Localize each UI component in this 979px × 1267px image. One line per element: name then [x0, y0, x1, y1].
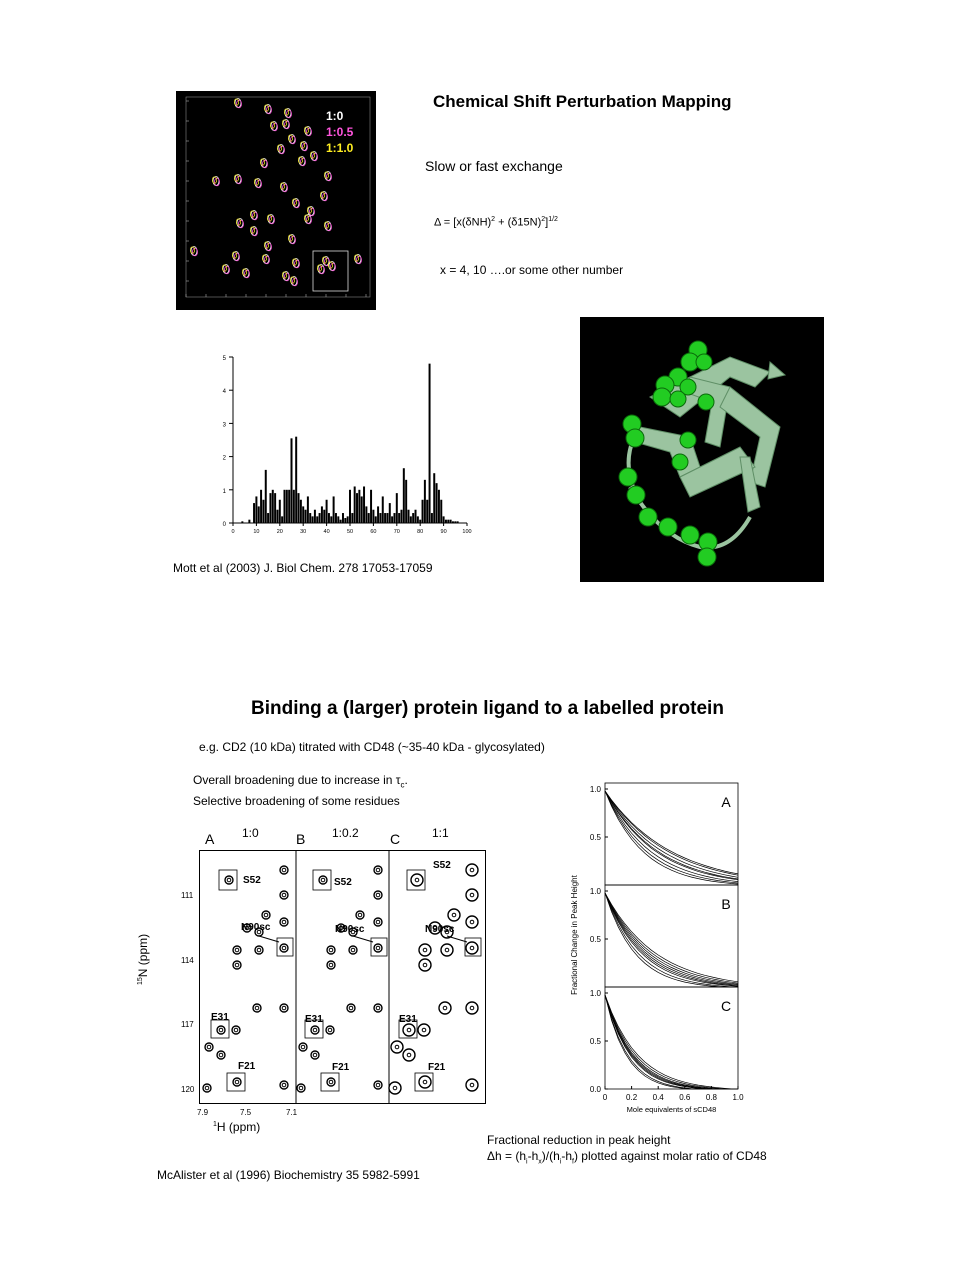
bar [347, 516, 349, 523]
bar [370, 490, 372, 523]
formula-sup: 1/2 [548, 216, 558, 223]
formula-part: + (δ15N) [495, 216, 542, 229]
x-tick-label: 40 [323, 529, 330, 535]
dh-part: -h [561, 1149, 573, 1163]
bar [415, 510, 417, 523]
peak-height-chart [565, 775, 760, 1120]
y-tick-label: 0 [222, 522, 226, 528]
x-tick-label: 0 [231, 529, 235, 535]
slide2-title: Binding a (larger) protein ligand to a labelled protein [251, 698, 724, 719]
x-tick-label: 50 [346, 529, 354, 535]
label-s52-a: S52 [243, 875, 261, 886]
bar [391, 516, 393, 523]
x-tick-label: 0.8 [705, 1093, 717, 1102]
line-chart-xlabel: Mole equivalents of sCD48 [626, 1105, 717, 1114]
label-f21-c: F21 [428, 1062, 446, 1073]
bar [319, 513, 321, 523]
x-tick-label: 0.2 [626, 1093, 638, 1102]
bar [438, 490, 440, 523]
formula-sup: 2 [491, 216, 496, 223]
bar [396, 493, 398, 523]
dh-sub: i [526, 1158, 528, 1166]
bar [450, 520, 452, 523]
decay-curve [605, 995, 738, 1089]
bar [298, 493, 300, 523]
broadening-part: . [404, 773, 408, 787]
bar [361, 496, 363, 523]
panel-y-tick-label: 0.5 [589, 1037, 601, 1046]
decay-curve [605, 995, 738, 1089]
bar [422, 500, 424, 523]
bar [426, 500, 428, 523]
bar [293, 490, 295, 523]
bar [368, 513, 370, 523]
bar [281, 516, 283, 523]
y-tick: 111 [181, 891, 194, 900]
label-n90sc-a: N90sc [241, 922, 271, 933]
bar [305, 510, 307, 523]
bar [356, 493, 358, 523]
bar [267, 513, 269, 523]
bar [358, 490, 360, 523]
bar [419, 520, 421, 523]
x-tick-label: 30 [300, 529, 307, 535]
bar [328, 513, 330, 523]
bar [384, 513, 386, 523]
bar [412, 513, 414, 523]
label-n90sc-c: N90sc [425, 924, 455, 935]
bar [253, 503, 255, 523]
formula-part: Δ = [x(δNH) [434, 216, 492, 229]
formula-part: ] [545, 216, 549, 229]
bar [295, 437, 297, 523]
decay-curve [605, 893, 738, 982]
bar [248, 520, 250, 523]
bar [410, 516, 412, 523]
x-axis-sup: 1 [213, 1121, 217, 1128]
bar [276, 510, 278, 523]
panel-letter-b: B [296, 831, 306, 847]
legend-item-1-1-0: 1:1.0 [326, 141, 354, 155]
fraction-caption: Fractional reduction in peak height [487, 1133, 671, 1147]
y-axis-text: N (ppm) [136, 933, 150, 978]
panel-y-tick-label: 1.0 [589, 989, 601, 998]
x-tick: 7.9 [197, 1108, 209, 1117]
bar [279, 500, 281, 523]
panel-y-tick-label: 1.0 [589, 887, 601, 896]
bar [440, 500, 442, 523]
formula-sup: 2 [541, 216, 546, 223]
decay-curve [605, 995, 738, 1089]
bar [342, 513, 344, 523]
delta-h-formula [487, 1149, 767, 1165]
y-tick: 114 [181, 956, 194, 965]
bar [431, 513, 433, 523]
y-axis-sup: 15 [137, 977, 144, 985]
bar [316, 516, 318, 523]
panel-ratio-b: 1:0.2 [332, 826, 359, 840]
legend-item-1-0-5: 1:0.5 [326, 125, 354, 139]
bar [405, 480, 407, 523]
bar [403, 468, 405, 523]
bar [443, 516, 445, 523]
panel-ratio-c: 1:1 [432, 826, 449, 840]
bar [286, 490, 288, 523]
bar [457, 521, 459, 523]
dh-part: )/(h [541, 1149, 560, 1163]
x-tick: 7.5 [240, 1108, 252, 1117]
decay-curve [605, 791, 738, 880]
bar [377, 506, 379, 523]
dh-part: Δh = (h [487, 1149, 527, 1163]
bar [417, 516, 419, 523]
panel-y-tick-label: 0.5 [589, 935, 601, 944]
bar [323, 510, 325, 523]
bar [433, 473, 435, 523]
label-f21-a: F21 [238, 1061, 256, 1072]
panel-label: C [720, 998, 732, 1014]
bar [269, 493, 271, 523]
dh-part: ) plotted against molar ratio of CD48 [573, 1149, 767, 1163]
bar [337, 516, 339, 523]
bar [386, 513, 388, 523]
x-tick-label: 0.4 [652, 1093, 664, 1102]
x-tick-label: 70 [393, 529, 400, 535]
decay-curve [605, 791, 738, 875]
bar-chart [205, 347, 480, 542]
delta-formula [434, 216, 558, 229]
bar [307, 496, 309, 523]
decay-curve [605, 995, 738, 1089]
y-tick-label: 4 [222, 389, 226, 396]
panel-y-tick-label: 1.0 [589, 785, 601, 794]
bar [288, 490, 290, 523]
bar [300, 500, 302, 523]
decay-curve [605, 791, 738, 882]
bar [372, 510, 374, 523]
label-s52-b: S52 [334, 877, 352, 888]
y-axis-label [136, 934, 150, 985]
label-s52-c: S52 [433, 860, 451, 871]
bar [445, 520, 447, 523]
reference-mott: Mott et al (2003) J. Biol Chem. 278 17053-17059 [173, 561, 433, 575]
spectrum-legend [326, 108, 353, 156]
bar [258, 506, 260, 523]
x-tick-label: 60 [370, 529, 377, 535]
bar [283, 490, 285, 523]
bar [255, 496, 257, 523]
bar [398, 513, 400, 523]
bar [291, 438, 293, 523]
panel-y-tick-label: 0.5 [589, 833, 601, 842]
bar [408, 510, 410, 523]
dh-sub: x [538, 1158, 542, 1166]
x-tick-label: 20 [276, 529, 283, 535]
bar [454, 521, 456, 523]
decay-curve [605, 995, 738, 1089]
broadening-sub: c [400, 780, 405, 790]
bar [241, 521, 243, 523]
y-tick: 120 [181, 1085, 195, 1094]
reference-mcalister: McAlister et al (1996) Biochemistry 35 5982-5991 [157, 1168, 420, 1182]
bar [272, 490, 274, 523]
x-tick-label: 80 [417, 529, 424, 535]
panel-letter-a: A [205, 831, 215, 847]
bar [314, 510, 316, 523]
bar [274, 493, 276, 523]
x-tick-label: 1.0 [732, 1093, 744, 1102]
bar [265, 470, 267, 523]
panel-y-tick-label: 0.0 [589, 1085, 601, 1094]
y-tick: 117 [181, 1020, 194, 1029]
bar [393, 513, 395, 523]
label-e31-c: E31 [399, 1014, 417, 1025]
y-tick-label: 2 [222, 455, 226, 462]
bar [340, 520, 342, 523]
decay-curve [605, 791, 738, 874]
dh-part: -h [527, 1149, 539, 1163]
bar [351, 513, 353, 523]
x-tick-label: 90 [440, 529, 447, 535]
bar [429, 364, 431, 523]
decay-curve [605, 995, 738, 1089]
slide1-title: Chemical Shift Perturbation Mapping [433, 92, 732, 111]
bar [375, 516, 377, 523]
broadening-line-1 [193, 772, 408, 793]
bar [262, 500, 264, 523]
dh-sub: i [559, 1158, 562, 1166]
decay-curve [605, 995, 738, 1089]
bar [379, 513, 381, 523]
bar [333, 496, 335, 523]
bar [382, 496, 384, 523]
bar [312, 516, 314, 523]
y-tick-label: 5 [222, 356, 226, 362]
bar [363, 486, 365, 523]
panel-label: B [721, 896, 731, 912]
decay-curve [605, 995, 738, 1089]
label-e31-b: E31 [305, 1014, 323, 1025]
bar [354, 486, 356, 523]
legend-item-1-0: 1:0 [326, 109, 344, 123]
x-note: x = 4, 10 ….or some other number [440, 263, 624, 277]
bar [400, 510, 402, 523]
x-tick-label: 100 [462, 529, 472, 535]
bar [424, 480, 426, 523]
bar [365, 506, 367, 523]
bar [436, 483, 438, 523]
bar [260, 490, 262, 523]
panel-label: A [721, 794, 731, 810]
x-axis-label [213, 1120, 260, 1134]
dh-sub: f [572, 1158, 574, 1166]
bar [389, 503, 391, 523]
y-tick-label: 3 [222, 422, 226, 429]
exchange-text: Slow or fast exchange [425, 158, 563, 174]
x-tick-label: 0 [602, 1093, 608, 1102]
bar [326, 500, 328, 523]
decay-curve [605, 791, 738, 884]
bar [321, 506, 323, 523]
bar [309, 513, 311, 523]
x-axis-text: H (ppm) [216, 1120, 261, 1134]
line-chart-ylabel: Fractional Change in Peak Height [570, 875, 579, 995]
example-text: e.g. CD2 (10 kDa) titrated with CD48 (~35-40 kDa - glycosylated) [199, 740, 545, 754]
y-tick-label: 1 [222, 488, 226, 495]
x-tick: 7.1 [286, 1108, 298, 1117]
label-n90sc-b: N90sc [335, 924, 365, 935]
protein-structure-image [580, 317, 824, 582]
bar [447, 520, 449, 523]
broadening-text [193, 772, 408, 809]
panel-ratio-a: 1:0 [242, 826, 259, 840]
bar [330, 516, 332, 523]
bar [335, 513, 337, 523]
broadening-line-2: Selective broadening of some residues [193, 794, 400, 809]
x-tick-label: 10 [253, 529, 260, 535]
bar [349, 490, 351, 523]
label-f21-b: F21 [332, 1062, 350, 1073]
label-e31-a: E31 [211, 1012, 229, 1023]
decay-curve [605, 791, 738, 879]
bar [302, 506, 304, 523]
x-tick-label: 0.6 [679, 1093, 691, 1102]
broadening-part: Overall broadening due to increase in τ [193, 773, 401, 787]
bar [344, 518, 346, 523]
panel-letter-c: C [390, 831, 401, 847]
bar [452, 521, 454, 523]
